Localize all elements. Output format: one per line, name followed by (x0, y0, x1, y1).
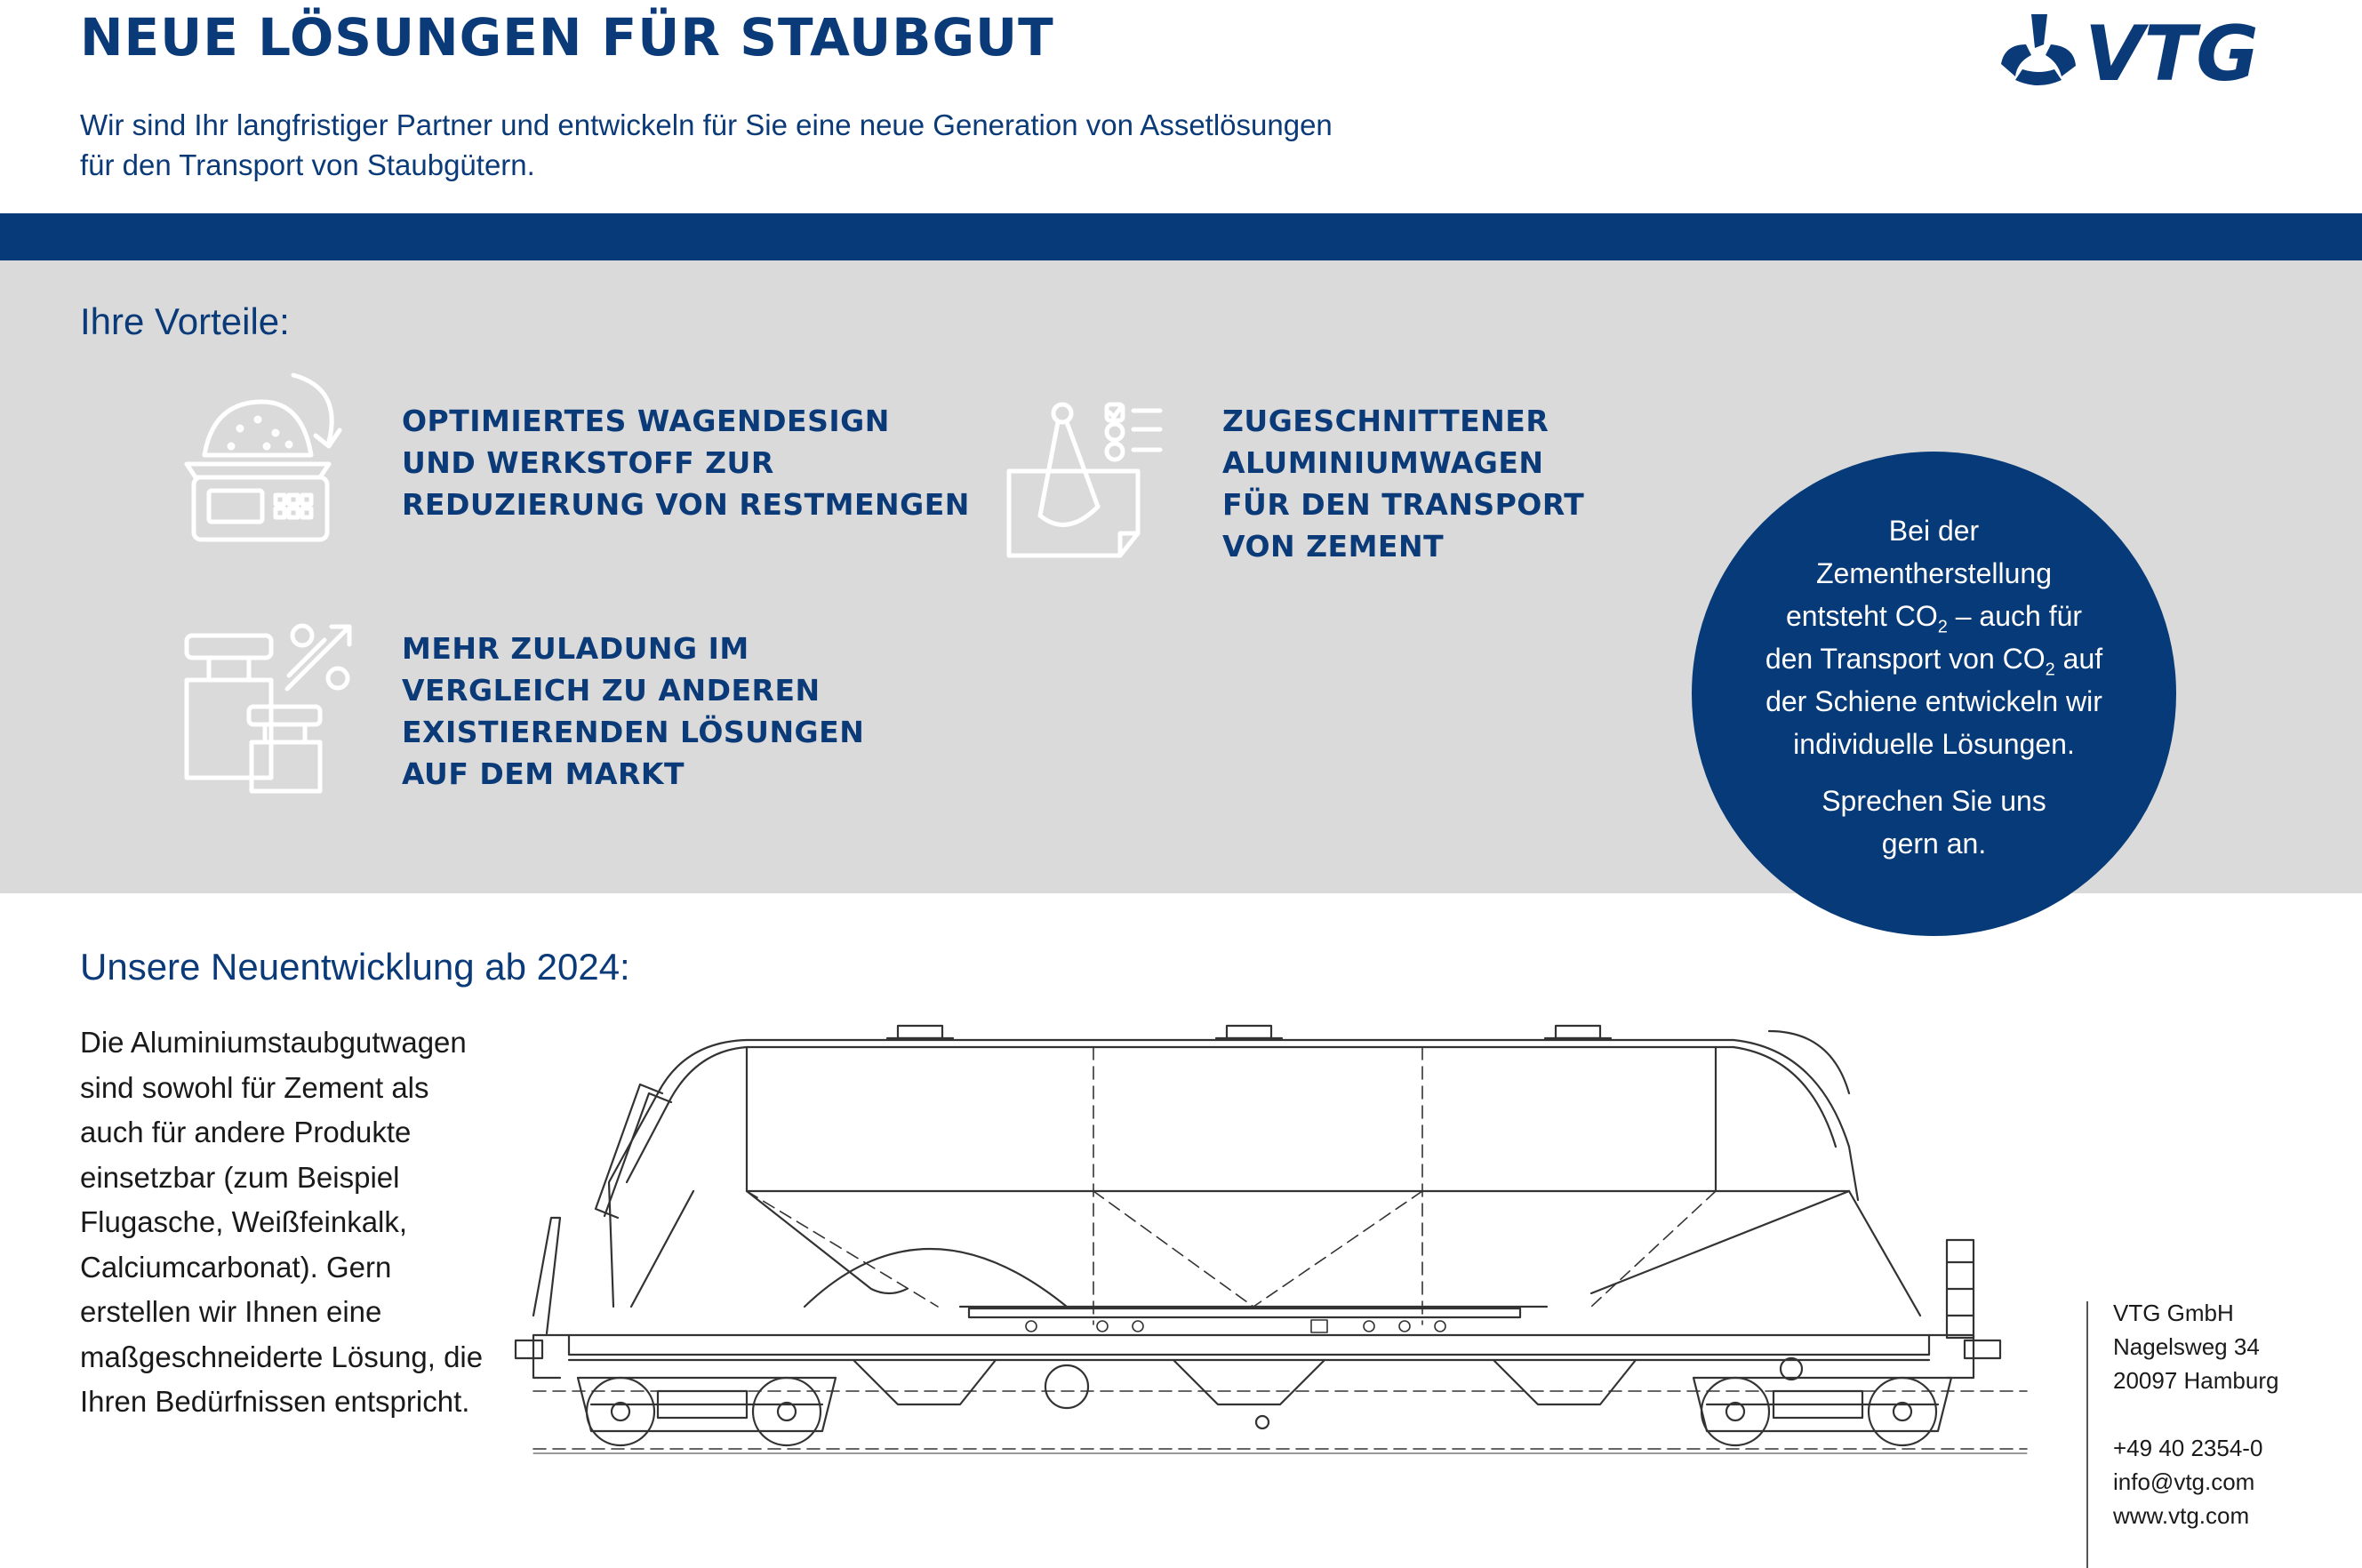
circle-cta-1: Sprechen Sie uns (1822, 785, 2046, 817)
contact-web[interactable]: www.vtg.com (2113, 1502, 2250, 1529)
advantages-title: Ihre Vorteile: (80, 300, 290, 342)
contact-company: VTG GmbH (2113, 1300, 2234, 1326)
bogie-left (578, 1378, 836, 1445)
subtitle-line-1: Wir sind Ihr langfristiger Partner und entwickeln für Sie eine neue Generation von Assetlösungen (80, 108, 1333, 141)
co2-info-circle (1692, 452, 2176, 936)
logo-text: VTG (2085, 10, 2259, 94)
contact-phone: +49 40 2354-0 (2113, 1435, 2263, 1461)
circle-line-2: Zementherstellung (1815, 557, 2053, 589)
contact-email[interactable]: info@vtg.com (2113, 1468, 2255, 1495)
circle-line-6: individuelle Lösungen. (1793, 728, 2075, 760)
circle-line-4: den Transport von $CO_2$ auf (1765, 643, 2103, 680)
header-divider-bar (0, 213, 2362, 260)
contact-city: 20097 Hamburg (2113, 1367, 2279, 1394)
circle-line-3: entsteht $CO_2$ – auch für (1785, 600, 2083, 637)
scale-icon (178, 366, 347, 544)
header (0, 0, 2362, 213)
advantage-text-3: MEHR ZULADUNG IM VERGLEICH ZU ANDEREN EXISTIERENDEN LÖSUNGEN AUF DEM MARKT (402, 631, 865, 791)
page-subtitle (80, 105, 1502, 185)
vtg-logo (1996, 9, 2289, 94)
contact-block (2113, 1296, 2278, 1532)
circle-line-5: der Schiene entwickeln wir (1765, 685, 2102, 717)
advantage-text-2: ZUGESCHNITTENER ALUMINIUMWAGEN FÜR DEN TRANSPORT VON ZEMENT (1222, 404, 1585, 564)
advantage-text-1: OPTIMIERTES WAGENDESIGN UND WERKSTOFF ZUR REDUZIERUNG VON RESTMENGEN (402, 404, 970, 522)
circle-line-1: Bei der (1888, 515, 1980, 547)
design-compass-icon (1005, 400, 1169, 560)
hopper-wagon-drawing (480, 987, 2045, 1484)
top-hatches (887, 1026, 1611, 1038)
contact-street: Nagelsweg 34 (2113, 1333, 2260, 1360)
weight-percent-icon (182, 622, 360, 796)
page-title: NEUE LÖSUNGEN FÜR STAUBGUT (80, 7, 1054, 68)
subtitle-line-2: für den Transport von Staubgütern. (80, 148, 535, 181)
bogie-right (1693, 1358, 1951, 1445)
contact-divider (2086, 1301, 2088, 1568)
new-development-description: Die Aluminiumstaubgutwagen sind sowohl für Zement als auch für andere Produkte einsetzbar (zum Beispiel Flugasche, Weißfeinkalk, Calciumcarbonat). Gern erstellen wir Ihnen eine maßgeschneiderte Lösung, die Ihren Bedürfnissen entspricht. (80, 1026, 484, 1418)
circle-cta-2: gern an. (1881, 828, 1987, 860)
new-development-title: Unsere Neuentwicklung ab 2024: (80, 946, 630, 988)
